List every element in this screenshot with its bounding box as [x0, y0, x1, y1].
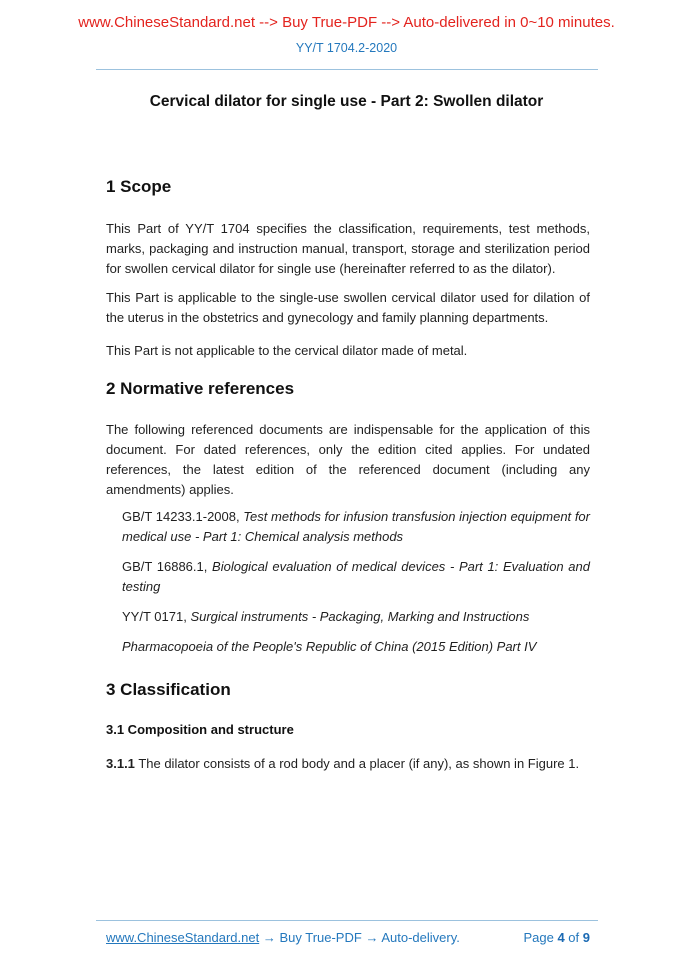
- arrow-right-icon: →: [262, 930, 276, 945]
- document-body: [0, 176, 693, 774]
- reference-item: [122, 637, 590, 657]
- composition-structure-subheading: 3.1 Composition and structure: [106, 722, 294, 737]
- document-title: Cervical dilator for single use - Part 2: Swollen dilator: [149, 93, 544, 110]
- page-indicator: [523, 929, 590, 946]
- reference-code: GB/T 16886.1,: [122, 559, 208, 574]
- reference-title: Surgical instruments - Packaging, Marking and Instructions: [190, 609, 530, 624]
- reference-code: YY/T 0171,: [122, 609, 187, 624]
- reference-title: Biological evaluation of medical devices - Part 1: Evaluation and testing: [122, 559, 591, 594]
- scope-paragraph-2: This Part is applicable to the single-use swollen cervical dilator used for dilation of the uterus in the obstetrics and gynecology and family planning departments.: [106, 290, 590, 325]
- clause-3-1-1: [106, 754, 590, 774]
- scope-paragraph-1: This Part of YY/T 1704 specifies the classification, requirements, test methods, marks, packaging and instruction manual, transport, storage and sterilization period for swollen cervical dilator for single use (hereinafter referred to as the dilator).: [106, 221, 590, 276]
- reference-code: GB/T 14233.1-2008,: [122, 509, 240, 524]
- clause-text: The dilator consists of a rod body and a placer (if any), as shown in Figure 1.: [138, 756, 580, 771]
- footer-divider: [96, 920, 598, 921]
- footer-promo: [106, 929, 460, 946]
- footer-delivery-text: Auto-delivery.: [381, 930, 460, 945]
- reference-title: Pharmacopoeia of the People's Republic of China (2015 Edition) Part IV: [122, 639, 537, 654]
- reference-item: [122, 507, 590, 547]
- classification-heading: 3 Classification: [106, 680, 231, 699]
- standard-number: YY/T 1704.2-2020: [295, 41, 398, 55]
- page-label: Page: [523, 930, 554, 945]
- page-current: 4: [557, 930, 565, 945]
- normative-intro-paragraph: The following referenced documents are indispensable for the application of this document. For dated references, only the edition cited applies. For undated references, the latest edition of the referenced document (including any amendments) applies.: [106, 422, 590, 497]
- page-of-label: of: [568, 930, 580, 945]
- footer-buy-text: Buy True-PDF: [279, 930, 362, 945]
- page-total: 9: [582, 930, 590, 945]
- scope-paragraph-3: This Part is not applicable to the cervical dilator made of metal.: [106, 343, 468, 358]
- reference-item: [122, 557, 590, 597]
- reference-list: [106, 507, 590, 657]
- reference-item: [122, 607, 590, 627]
- header-divider: [96, 69, 598, 70]
- header-promo: www.ChineseStandard.net --> Buy True-PDF --> Auto-delivered in 0~10 minutes.: [78, 14, 615, 31]
- reference-title: Test methods for infusion transfusion injection equipment for medical use - Part 1: Chemical analysis methods: [122, 509, 590, 544]
- arrow-right-icon: →: [365, 930, 379, 945]
- clause-number: 3.1.1: [106, 756, 135, 771]
- page-footer: [0, 907, 693, 946]
- normative-references-heading: 2 Normative references: [106, 379, 295, 398]
- scope-heading: 1 Scope: [106, 177, 172, 196]
- footer-link[interactable]: www.ChineseStandard.net: [106, 930, 260, 945]
